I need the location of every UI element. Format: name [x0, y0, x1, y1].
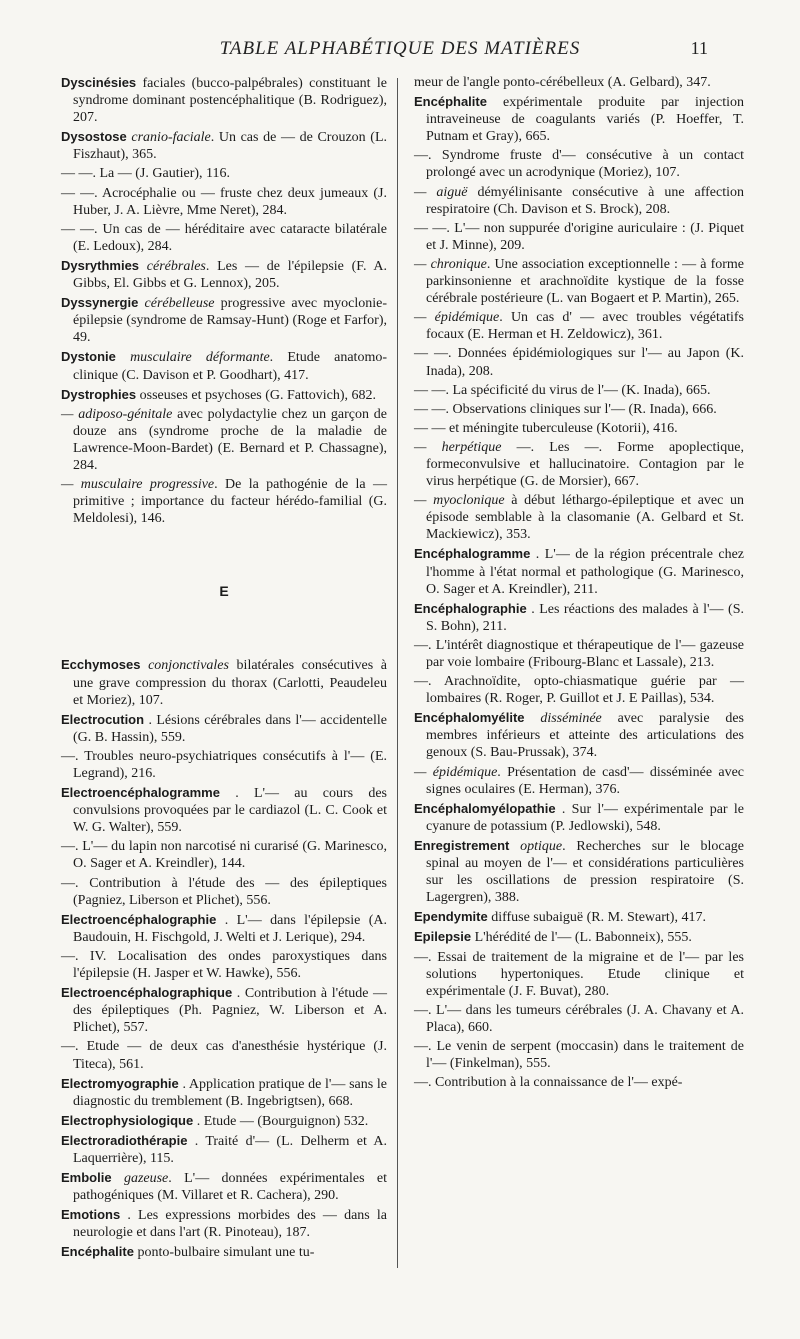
index-entry [61, 348, 387, 383]
section-letter: E [219, 583, 229, 600]
entry-text: avec paralysie des membres inférieurs et atteinte des articulations des genoux (S. Bau-Prussak), 374. [426, 711, 744, 761]
index-entry [61, 1038, 387, 1072]
entry-italic-qualifier: — herpétique [414, 439, 502, 455]
entry-keyword: Encéphalomyélite [414, 710, 525, 726]
index-entry [61, 257, 387, 292]
index-entry [414, 184, 744, 218]
entry-italic-qualifier: — myoclonique [414, 493, 505, 509]
left-column [61, 74, 387, 1264]
entry-italic-qualifier: cérébrales [146, 258, 206, 274]
index-entry [61, 1112, 387, 1130]
index-entry [414, 220, 744, 254]
index-entry [414, 600, 744, 635]
index-entry [414, 93, 744, 145]
index-entry [414, 545, 744, 597]
entry-text: — —. L'— non suppurée d'origine auriculaire : (J. Piquet et J. Minne), 209. [414, 220, 744, 253]
entry-text: — — et méningite tuberculeuse (Kotorii), 416. [414, 420, 678, 436]
entry-text: —. Contribution à la connaissance de l'— expé- [414, 1075, 683, 1091]
index-entry [414, 439, 744, 490]
entry-text: — —. Un cas de — héréditaire avec cataracte bilatérale (E. Ledoux), 284. [61, 221, 387, 254]
entry-text: —. Troubles neuro-psychiatriques consécutifs à l'— (E. Legrand), 216. [61, 748, 387, 781]
entry-text: . Un cas d' — avec troubles végétatifs focaux (E. Herman et H. Zeldowicz), 361. [426, 310, 744, 343]
entry-text: . Une association exceptionnelle : — à forme parkinsonienne et arachnoïdite kystique de la fosse cérébrale postérieure (L. van Bogaert et P. Martin), 265. [426, 256, 744, 307]
entry-text: —. L'— dans les tumeurs cérébrales (J. A. Chavany et A. Placa), 660. [414, 1002, 744, 1035]
index-entry [414, 492, 744, 543]
entry-text: — —. Données épidémiologiques sur l'— au Japon (K. Inada), 208. [414, 346, 744, 379]
index-entry [414, 1074, 744, 1091]
entry-text: . Contribution à l'étude — des épileptiques (Ph. Pagniez, W. Liberson et A. Plichet), 557. [73, 986, 387, 1036]
entry-text: —. Les —. Forme apoplectique, formeconvulsive et hallucinatoire. Contagion par le virus herpétique (G. de Morsier), 667. [426, 439, 744, 490]
index-entry [414, 382, 744, 399]
index-entry [414, 908, 744, 926]
entry-text: . L'— de la région précentrale chez l'homme à l'état normal et pathologique (G. Marinesco, O. Sager et A. Kreindler), 211. [426, 547, 745, 597]
index-entry [61, 1206, 387, 1241]
entry-keyword: Encéphalite [414, 94, 487, 110]
page-header [0, 38, 800, 66]
entry-text: —. Etude — de deux cas d'anesthésie hystérique (J. Titeca), 561. [61, 1039, 387, 1072]
index-entry [61, 911, 387, 946]
index-entry [61, 386, 387, 404]
entry-keyword: Electrocution [61, 711, 145, 727]
entry-text: . Application pratique de l'— sans le diagnostic du tremblement (B. Ingebrigtsen), 668. [73, 1076, 387, 1109]
entry-text: ponto-bulbaire simulant une tu- [137, 1245, 315, 1261]
entry-keyword: Embolie [61, 1170, 112, 1186]
page-number: 11 [690, 38, 708, 58]
entry-keyword: Dyscinésies [61, 75, 137, 90]
index-entry [61, 1075, 387, 1110]
index-entry [61, 748, 387, 782]
entry-text: —. Arachnoïdite, opto-chiasmatique guérie par — lombaires (R. Roger, P. Guillot et J. E Paillas), 534. [414, 674, 744, 707]
entry-keyword: Encéphalogramme [414, 546, 531, 562]
entry-keyword: Dyssynergie [61, 295, 139, 311]
index-entry [414, 401, 744, 418]
entries-after-section [61, 656, 387, 1261]
entry-italic-qualifier: — aiguë [414, 184, 468, 200]
entry-keyword: Encéphalographie [414, 600, 527, 616]
index-entry [414, 147, 744, 181]
index-entry [414, 673, 744, 707]
entry-keyword: Electrophysiologique [61, 1112, 194, 1128]
entry-text: . Sur l'— expérimentale par le cyanure de potassium (P. Jedlowski), 548. [426, 801, 744, 834]
entry-keyword: Emotions [61, 1207, 121, 1223]
entry-text: . Un cas de — de Crouzon (L. Fiszhaut), 365. [73, 130, 388, 163]
entry-italic-qualifier: disséminée [540, 711, 602, 727]
index-entry [61, 711, 387, 746]
entry-keyword: Dystrophies [61, 386, 137, 402]
entry-italic-qualifier: cérébelleuse [144, 296, 215, 312]
index-entry [61, 294, 387, 346]
index-entry [414, 1002, 744, 1036]
index-entry [414, 637, 744, 671]
entry-text: démyélinisante consécutive à une affection respiratoire (Ch. Davison et S. Brock), 208. [426, 184, 744, 217]
entry-text: L'hérédité de l'— (L. Babonneix), 555. [474, 930, 692, 946]
entry-text: . L'— données expérimentales et pathogéniques (M. Villaret et R. Cachera), 290. [73, 1171, 387, 1204]
index-entry [61, 656, 387, 708]
index-entry [414, 928, 744, 946]
index-entry [61, 1132, 387, 1167]
entries-before-section [61, 74, 387, 527]
entry-text: . Les — de l'épilepsie (F. A. Gibbs, El. Gibbs et G. Lennox), 205. [73, 258, 388, 292]
entry-text: . Présentation de casd'— disséminée avec signes oculaires (E. Herman), 376. [426, 764, 745, 797]
index-entry [414, 709, 744, 761]
index-entry [61, 128, 387, 163]
entry-text: . L'— au cours des convulsions provoquées par le cardiazol (L. C. Cook et W. G. Walter), 559. [73, 786, 388, 836]
index-entry [61, 875, 387, 909]
entry-text: — —. Acrocéphalie ou — fruste chez deux jumeaux (J. Huber, J. A. Lièvre, Mme Neret), 284. [61, 185, 387, 218]
index-entry [61, 984, 387, 1036]
entry-keyword: Electromyographie [61, 1075, 179, 1091]
entry-italic-qualifier: — chronique [414, 256, 487, 272]
column-divider [397, 78, 398, 1268]
right-column [414, 74, 744, 1093]
index-entry [414, 74, 744, 91]
entry-keyword: Encéphalite [61, 1244, 134, 1260]
entry-text: —. L'intérêt diagnostique et thérapeutique de l'— gazeuse par voie lombaire (Fribourg-Blanc et Lassale), 213. [414, 637, 744, 670]
index-entry [414, 837, 744, 906]
entry-keyword: Electroencéphalogramme [61, 785, 220, 801]
index-entry [414, 1038, 744, 1072]
index-entry [414, 949, 744, 1000]
entry-italic-qualifier: optique [520, 838, 563, 854]
entry-italic-qualifier: conjonctivales [148, 658, 229, 674]
entry-text: —. IV. Localisation des ondes paroxystiques dans l'épilepsie (H. Jasper et W. Hawke), 556. [61, 948, 387, 982]
entry-text: . Les réactions des malades à l'— (S. S. Bohn), 211. [426, 601, 744, 634]
entry-text: expérimentale produite par injection intraveineuse de coagulants variés (P. Hoeffer, T. Putnam et Gray), 665. [426, 95, 745, 145]
index-entry [414, 800, 744, 835]
entry-text: — —. La spécificité du virus de l'— (K. Inada), 665. [414, 382, 711, 398]
right-entries [414, 74, 744, 1091]
index-entry [61, 221, 387, 255]
entry-text: — —. La — (J. Gautier), 116. [61, 166, 230, 182]
entry-text: progressive avec myoclonie-épilepsie (syndrome de Ramsay-Hunt) (Roge et Farfor), 49. [73, 296, 387, 346]
entry-text: . Etude anatomo-clinique (C. Davison et P. Goodhart), 417. [73, 350, 387, 383]
entry-text: bilatérales consécutives à une grave compression du thorax (Carlotti, Peaudeleu et Moriez), 107. [73, 658, 387, 708]
index-entry [61, 406, 387, 474]
entry-italic-qualifier: — musculaire progressive [61, 477, 215, 493]
entry-keyword: Epilepsie [414, 929, 472, 945]
index-entry [414, 309, 744, 343]
entry-text: . Traité d'— (L. Delherm et A. Laquerrière), 115. [73, 1133, 388, 1166]
index-entry [414, 420, 744, 437]
entry-italic-qualifier: — adiposo-génitale [61, 406, 173, 422]
entry-keyword: Dysostose [61, 129, 127, 145]
entry-text: meur de l'angle ponto-cérébelleux (A. Gelbard), 347. [414, 75, 711, 90]
entry-keyword: Encéphalomyélopathie [414, 800, 556, 816]
entry-keyword: Electroradiothérapie [61, 1132, 188, 1148]
index-entry [61, 185, 387, 219]
entry-text: —. Le venin de serpent (moccasin) dans le traitement de l'— (Finkelman), 555. [414, 1038, 744, 1072]
index-entry [61, 948, 387, 982]
entry-text: . De la pathogénie de la — primitive ; importance du facteur hérédo-familial (G. Meldolesi), 146. [73, 477, 387, 527]
entry-text: faciales (bucco-palpébrales) constituant le syndrome dominant postencéphalitique (B. Rodriguez), 207. [73, 76, 387, 126]
index-entry [414, 256, 744, 307]
entry-italic-qualifier: — épidémique [414, 764, 498, 780]
entry-keyword: Electroencéphalographie [61, 911, 217, 927]
entry-text: osseuses et psychoses (G. Fattovich), 682. [139, 387, 377, 403]
running-title: TABLE ALPHABÉTIQUE DES MATIÈRES [219, 38, 581, 59]
entry-text: avec polydactylie chez un garçon de douze ans (syndrome proche de la maladie de Lawrence-Moon-Bardet) (E. Bernard et P. Chassagne), 284. [73, 406, 387, 473]
entry-text: —. Contribution à l'étude des — des épileptiques (Pagniez, Liberson et Plichet), 556. [61, 875, 387, 908]
entry-text: — —. Observations cliniques sur l'— (R. Inada), 666. [414, 401, 717, 417]
entry-italic-qualifier: cranio-faciale [131, 130, 211, 146]
entry-text: à début léthargo-épileptique et avec un épisode semblable à la clasomanie (A. Gelbard et St. Mackiewicz), 353. [426, 493, 744, 543]
entry-italic-qualifier: — épidémique [414, 310, 500, 326]
entry-text: diffuse subaiguë (R. M. Stewart), 417. [491, 910, 706, 926]
index-entry [61, 165, 387, 182]
index-entry [414, 764, 744, 798]
entry-text: . L'— dans l'épilepsie (A. Baudouin, H. Fischgold, J. Welti et J. Lerique), 294. [73, 912, 388, 945]
index-entry [414, 345, 744, 379]
entry-text: . Recherches sur le blocage spinal au moyen de l'— et considérations particulières sur les oscillations de pression respiratoire (S. Lagergren), 388. [426, 838, 745, 906]
entry-text: —. Essai de traitement de la migraine et de l'— par les solutions hypertoniques. Etude clinique et expérimentale (J. F. Buvat), 280. [414, 949, 744, 999]
entry-keyword: Electroencéphalographique [61, 985, 233, 1001]
entry-text: —. L'— du lapin non narcotisé ni curarisé (G. Marinesco, O. Sager et A. Kreindler), 144. [61, 839, 387, 872]
entry-keyword: Ependymite [414, 909, 488, 925]
index-entry [61, 784, 387, 836]
entry-text: —. Syndrome fruste d'— consécutive à un contact prolongé avec un acrodynique (Moriez), 107. [414, 148, 744, 181]
entry-text: . Les expressions morbides des — dans la neurologie et dans l'art (R. Pinoteau), 187. [73, 1208, 387, 1241]
index-entry [61, 1243, 387, 1261]
entry-keyword: Dysrythmies [61, 257, 140, 273]
entry-text: . Etude — (Bourguignon) 532. [196, 1113, 369, 1129]
entry-keyword: Dystonie [61, 349, 116, 365]
index-entry [61, 1169, 387, 1204]
entry-text: . Lésions cérébrales dans l'— accidentelle (G. B. Hassin), 559. [73, 712, 388, 745]
entry-keyword: Enregistrement [414, 837, 510, 853]
entry-keyword: Ecchymoses [61, 657, 141, 673]
index-entry [61, 476, 387, 527]
index-entry [61, 74, 387, 126]
entry-italic-qualifier: musculaire déformante [130, 350, 270, 366]
entry-italic-qualifier: gazeuse [123, 1171, 169, 1187]
index-entry [61, 838, 387, 872]
